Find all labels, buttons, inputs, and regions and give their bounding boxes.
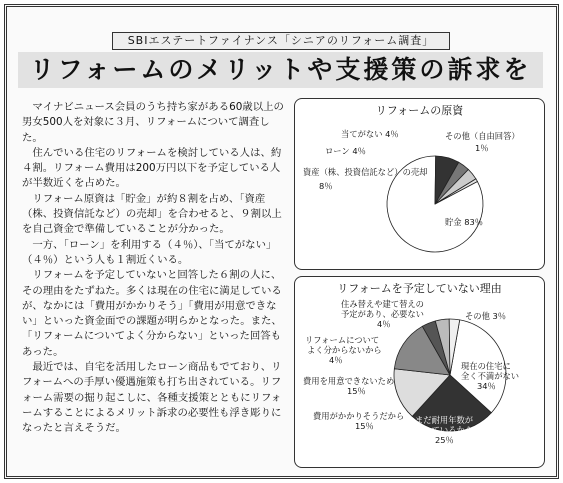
pie-label: 34％ (477, 381, 496, 391)
pie-label: 貯金 83％ (445, 217, 484, 227)
article-paragraph: リフォームを予定していないと回答した６割の人に、その理由をたずねた。多くは現在の住宅に満足しているが、なかには「費用がかかりそう」「費用が用意できない」といった資金面での課題が明らかとなった。また、「リフォームについてよく分からない」といった回答もあった。 (22, 269, 282, 358)
pie-label: 費用を用意できないため (303, 376, 395, 386)
pie-label: 予定があり、必要ない (341, 309, 424, 319)
pie-chart-svg (295, 99, 544, 269)
article-paragraph: 一方、「ローン」を利用する（４％）、「当てがない」（４％）という人も１割近くいる。 (22, 238, 277, 266)
pie-label: 15％ (347, 386, 366, 396)
pie-label: 現在の住宅に (461, 361, 511, 371)
pie-label: 残っているから (415, 425, 474, 435)
pie-label: 8％ (319, 181, 333, 191)
article-paragraph: マイナビニュース会員のうち持ち家がある60歳以上の男女500人を対象に３月、リフォームについて調査した。 (22, 101, 284, 144)
pie-label: 15％ (355, 421, 374, 431)
pie-label: よく分からないから (307, 345, 382, 355)
pie-label: 費用がかかりそうだから (313, 411, 405, 421)
pie-label: ローン 4％ (325, 146, 366, 156)
chart-title: リフォームを予定していない理由 (337, 282, 502, 295)
pie-label: 住み替えや建て替えの (341, 299, 424, 309)
pie-label: その他 3％ (465, 311, 507, 321)
kicker-banner: SBIエステートファイナンス「シニアのリフォーム調査」 (112, 32, 450, 50)
article-paragraph: 最近では、自宅を活用したローン商品もでており、リフォームへの手厚い優遇施策も打ち出されている。リフォーム需要の掘り起こしに、各種支援策とともにリフォームすることによるメリット訴求の必要性も浮き彫りになったと言えそうだ。 (22, 361, 282, 435)
headline: リフォームのメリットや支援策の訴求を (18, 52, 543, 88)
pie-label: 1％ (475, 143, 489, 153)
chart-funding-source (294, 98, 545, 270)
pie-label: 全く不満がない (461, 371, 520, 381)
pie-label: リフォームについて (305, 335, 380, 345)
pie-label: まだ耐用年数が (415, 415, 474, 425)
pie-label: 25％ (435, 435, 454, 445)
pie-label: 4％ (329, 355, 343, 365)
pie-label: 当てがない 4％ (341, 129, 399, 139)
chart-title: リフォームの原資 (375, 104, 464, 117)
pie-label: その他（自由回答） (445, 131, 520, 141)
chart-no-reform-reasons (294, 276, 545, 468)
article-paragraph: 住んでいる住宅のリフォームを検討している人は、約４割。リフォーム費用は200万円以下を予定している人が半数近くを占めた。 (22, 146, 282, 190)
pie-label: 4％ (377, 319, 391, 329)
pie-label: 資産（株、投資信託など）の売却 (303, 167, 428, 177)
article-paragraph: リフォーム原資は「貯金」が約８割を占め、「資産（株、投資信託など）の売却」を合わせると、９割以上を自己資金で準備していることが分かった。 (22, 192, 282, 236)
pie-chart-svg (295, 277, 544, 467)
article-body (22, 100, 284, 437)
